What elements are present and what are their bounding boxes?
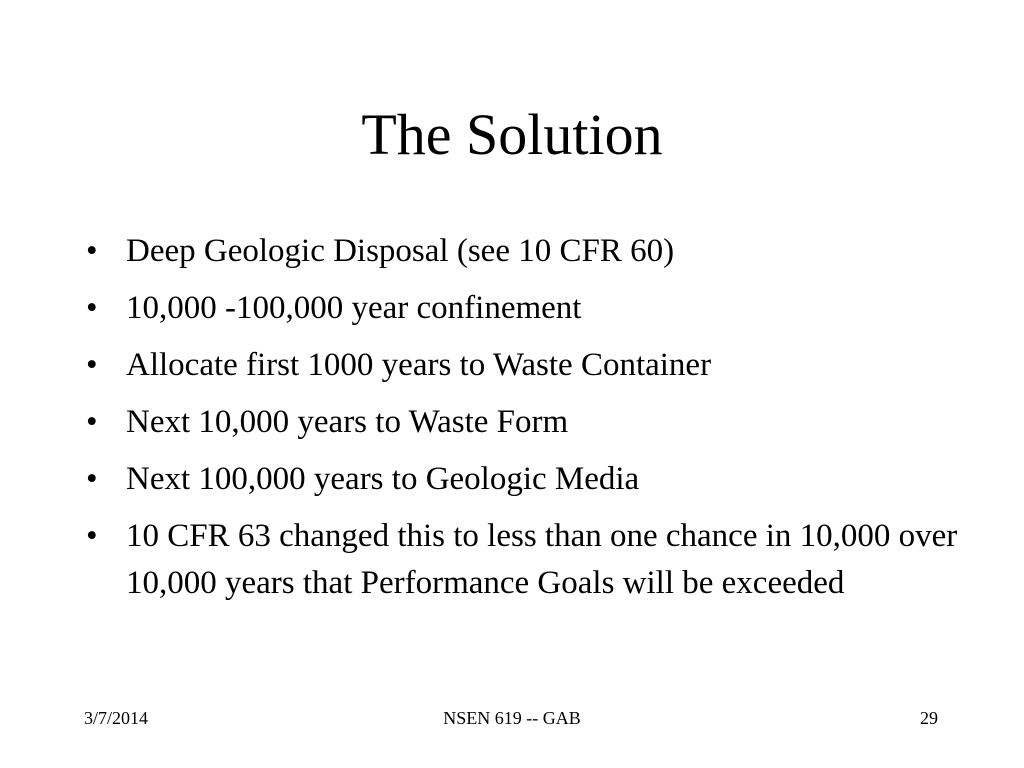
bullet-marker: • [86,461,98,497]
bullet-marker: • [86,233,98,269]
bullet-text: Allocate first 1000 years to Waste Container [126,347,712,383]
footer-page-number: 29 [920,708,938,728]
footer-course-label: NSEN 619 -- GAB [443,708,581,728]
bullet-item [78,228,958,275]
bullet-marker: • [86,404,98,440]
bullet-marker: • [86,518,98,554]
bullet-item [78,456,958,503]
bullet-item [78,285,958,332]
bullet-marker: • [86,290,98,326]
bullet-item [78,513,958,607]
bullet-text: 10,000 -100,000 year confinement [126,290,582,326]
bullet-item [78,399,958,446]
bullet-text: Next 10,000 years to Waste Form [126,404,569,440]
bullet-text: Deep Geologic Disposal (see 10 CFR 60) [126,233,675,269]
bullet-list [78,228,958,617]
footer-date: 3/7/2014 [84,708,149,728]
bullet-text: 10 CFR 63 changed this to less than one chance in 10,000 over 10,000 years that Performance Goals will be exceeded [126,518,958,601]
slide-title: The Solution [361,102,663,167]
bullet-item [78,342,958,389]
bullet-text: Next 100,000 years to Geologic Media [126,461,640,497]
bullet-marker: • [86,347,98,383]
